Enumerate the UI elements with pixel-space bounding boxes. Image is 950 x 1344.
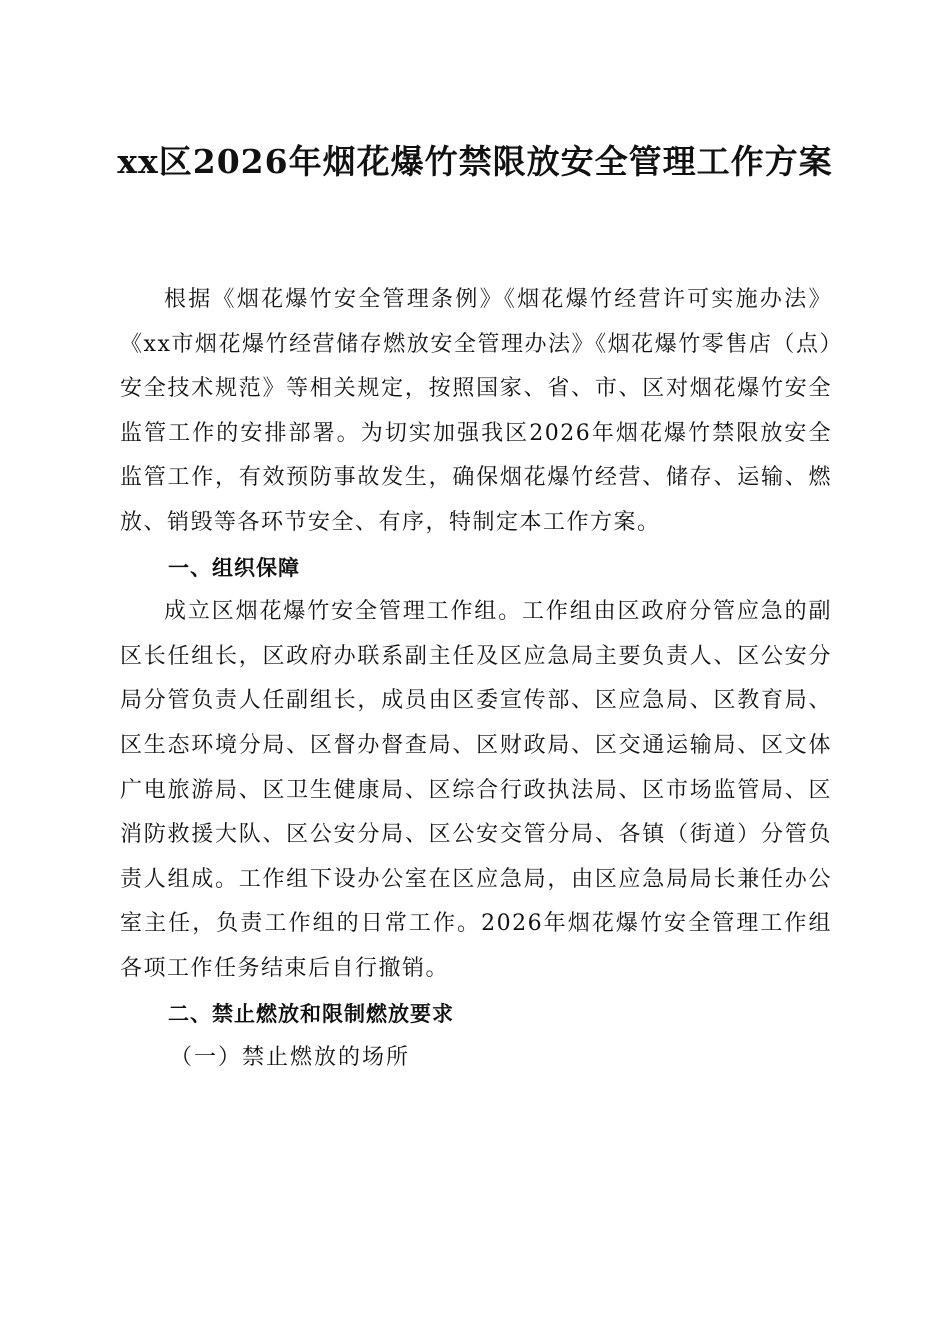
organization-paragraph: 成立区烟花爆竹安全管理工作组。工作组由区政府分管应急的副区长任组长，区政府办联系副主任及区应急局主要负责人、区公安分局分管负责人任副组长，成员由区委宣传部、区应急局、区教育局、区生态环境分局、区督办督查局、区财政局、区交通运输局、区文体广电旅游局、区卫生健康局、区综合行政执法局、区市场监管局、区消防救援大队、区公安分局、区公安交管分局、各镇（街道）分管负责人组成。工作组下设办公室在区应急局，由区应急局局长兼任办公室主任，负责工作组的日常工作。2026年烟花爆竹安全管理工作组各项工作任务结束后自行撤销。 (120, 599, 832, 981)
document-title: xx区2026年烟花爆竹禁限放安全管理工作方案 (117, 142, 833, 181)
document-body (120, 278, 832, 1081)
subsection-heading-prohibited-places: （一）禁止燃放的场所 (170, 1045, 411, 1071)
section-heading-organization: 一、组织保障 (168, 555, 300, 580)
intro-paragraph: 根据《烟花爆竹安全管理条例》《烟花爆竹经营许可实施办法》《xx市烟花爆竹经营储存燃放安全管理办法》《烟花爆竹零售店（点）安全技术规范》等相关规定，按照国家、省、市、区对烟花爆竹安全监管工作的安排部署。为切实加强我区2026年烟花爆竹禁限放安全监管工作，有效预防事故发生，确保烟花爆竹经营、储存、运输、燃放、销毁等各环节安全、有序，特制定本工作方案。 (120, 287, 832, 535)
section-heading-requirements: 二、禁止燃放和限制燃放要求 (168, 1001, 454, 1026)
